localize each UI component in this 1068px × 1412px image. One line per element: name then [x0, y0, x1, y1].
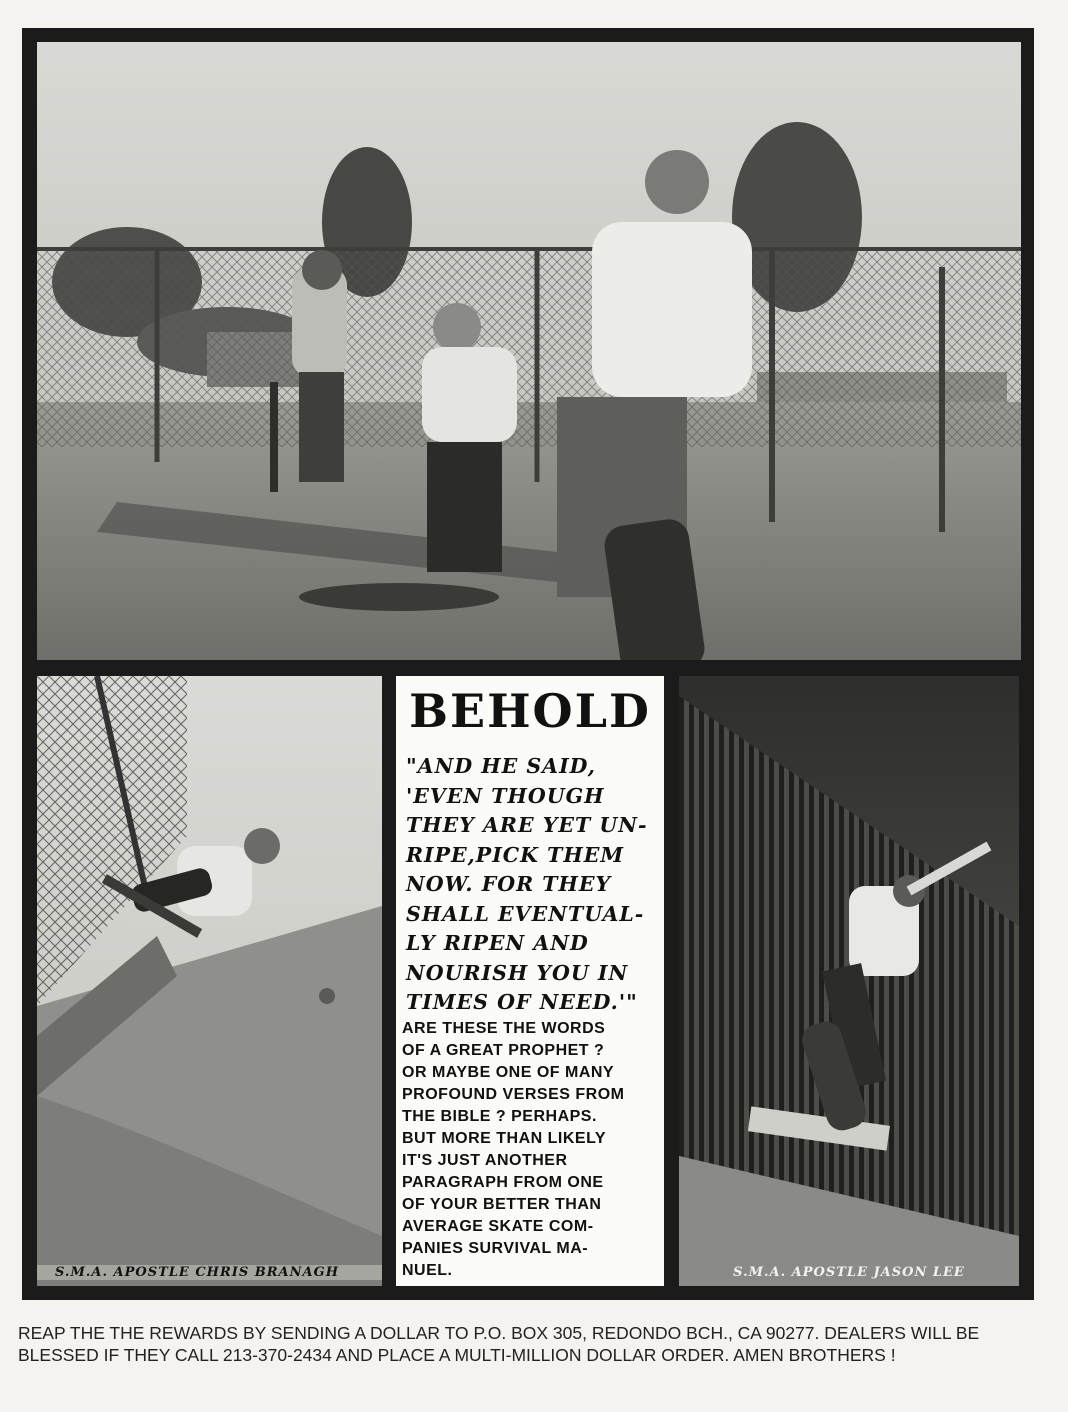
text-panel: [396, 676, 664, 1286]
panel-title: BEHOLD: [409, 684, 651, 738]
panel-quote: "AND HE SAID, 'EVEN THOUGH THEY ARE YET UN- RIPE,PICK THEM NOW. FOR THEY SHALL EVENTUAL- LY RIPEN AND NOURISH YOU IN TIMES OF NEED.'": [406, 754, 648, 1014]
caption-left: S.M.A. APOSTLE CHRIS BRANAGH: [37, 1265, 382, 1280]
page-frame: [22, 28, 1034, 1300]
photo-chris-branagh: [37, 676, 382, 1286]
footer-text: REAP THE THE REWARDS BY SENDING A DOLLAR TO P.O. BOX 305, REDONDO BCH., CA 90277. DEALERS WILL BE BLESSED IF THEY CALL 213-370-2434 AND PLACE A MULTI-MILLION DOLLAR ORDER. AMEN BROTHERS !: [18, 1323, 980, 1365]
photo-three-skaters: [37, 42, 1021, 660]
caption-right: S.M.A. APOSTLE JASON LEE: [733, 1265, 965, 1280]
photo-jason-lee: [679, 676, 1019, 1286]
panel-body: ARE THESE THE WORDS OF A GREAT PROPHET ? OR MAYBE ONE OF MANY PROFOUND VERSES FROM THE BIBLE ? PERHAPS. BUT MORE THAN LIKELY IT'S JUST ANOTHER PARAGRAPH FROM ONE OF YOUR BETTER THAN AVERAGE SKATE COM- PANIES SURVIVAL MA- NUEL.: [402, 1019, 625, 1279]
